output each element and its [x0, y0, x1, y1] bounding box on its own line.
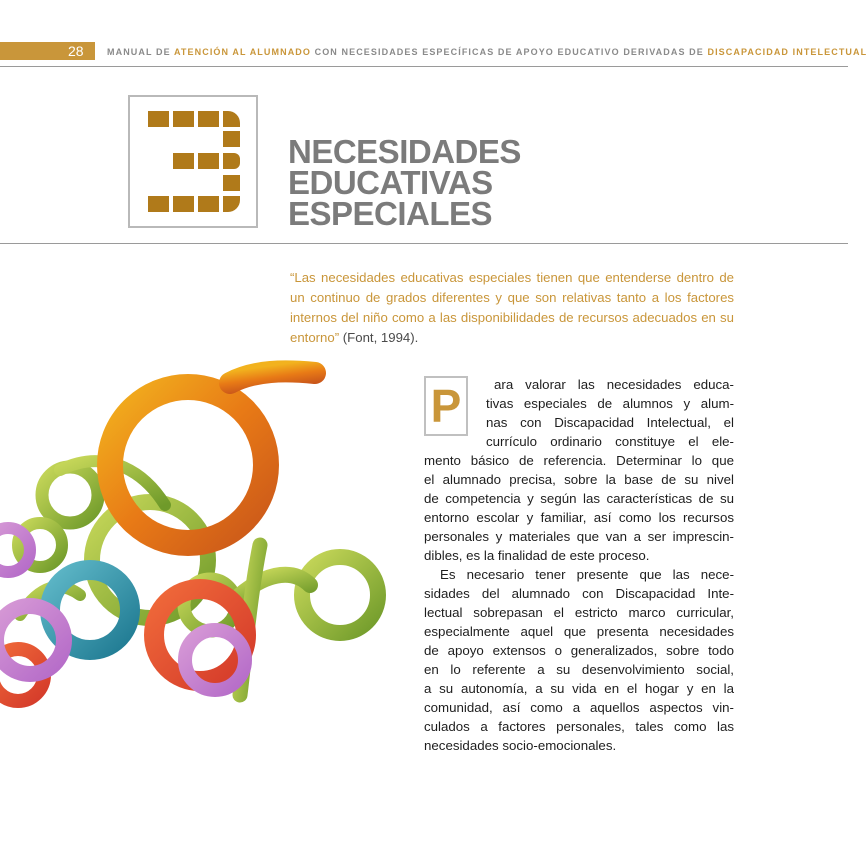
body-line: tivas especiales de alumnos y alum- — [486, 396, 734, 411]
body-line: personales y materiales que van a ser imprescin- — [424, 529, 734, 544]
body-line: comunidad, así como a aquellos aspectos vin- — [424, 700, 734, 715]
body-line: Es necesario tener presente que las nece- — [440, 567, 734, 582]
epigraph-quote — [290, 268, 734, 348]
header-title-accent1: ATENCIÓN AL ALUMNADO — [174, 47, 311, 57]
body-line: de apoyo extensos o generalizados, sobre todo — [424, 643, 734, 658]
chapter-number-box — [128, 95, 258, 228]
body-line: dibles, es la finalidad de este proceso. — [424, 548, 650, 563]
header-title-part2: CON NECESIDADES ESPECÍFICAS DE APOYO EDUCATIVO DERIVADAS DE — [311, 47, 708, 57]
body-line: a su autonomía, a su vida en el hogar y en la — [424, 681, 734, 696]
body-line: de competencia y según las características de su — [424, 491, 734, 506]
body-line: necesidades socio-emocionales. — [424, 738, 617, 753]
body-line: mento básico de referencia. Determinar lo que — [424, 453, 734, 468]
chapter-number-3-icon — [130, 97, 256, 226]
body-line: el alumnado precisa, sobre la base de su nivel — [424, 472, 734, 487]
running-header — [107, 44, 867, 60]
body-line: ara valorar las necesidades educa- — [494, 377, 734, 392]
body-line: culados a factores personales, tales como las — [424, 719, 734, 734]
chapter-title-line-1: NECESIDADES — [288, 133, 521, 170]
body-line: nas con Discapacidad Intelectual, el — [486, 415, 734, 430]
header-title-accent2: DISCAPACIDAD INTELECTUAL — [707, 47, 867, 57]
body-line: especialmente aquel que presenta necesidades — [424, 624, 734, 639]
chapter-title — [288, 133, 548, 232]
drop-cap: P — [424, 376, 468, 436]
quote-citation: (Font, 1994). — [339, 330, 419, 345]
chapter-rule — [0, 243, 848, 244]
abstract-circles-artwork-icon — [0, 355, 420, 715]
body-line: entorno escolar y familiar, así como los recursos — [424, 510, 734, 525]
page-number: 28 — [68, 43, 84, 59]
body-line: currículo ordinario constituye el ele- — [486, 434, 734, 449]
header-rule — [0, 66, 848, 67]
header-title-part1: MANUAL DE — [107, 47, 174, 57]
chapter-title-line-2: EDUCATIVAS — [288, 164, 493, 201]
quote-text: “Las necesidades educativas especiales tienen que entenderse dentro de un continuo de grados diferentes y que son relativas tanto a los factores internos del niño como a las disponibilidades de recursos adecuados en su entorno” — [290, 270, 734, 345]
body-line: en lo referente a su desenvolvimiento social, — [424, 662, 734, 677]
body-line: lectual sobrepasan el estricto marco curricular, — [424, 605, 734, 620]
chapter-title-line-3: ESPECIALES — [288, 195, 493, 232]
body-line: sidades del alumnado con Discapacidad Inte- — [424, 586, 734, 601]
